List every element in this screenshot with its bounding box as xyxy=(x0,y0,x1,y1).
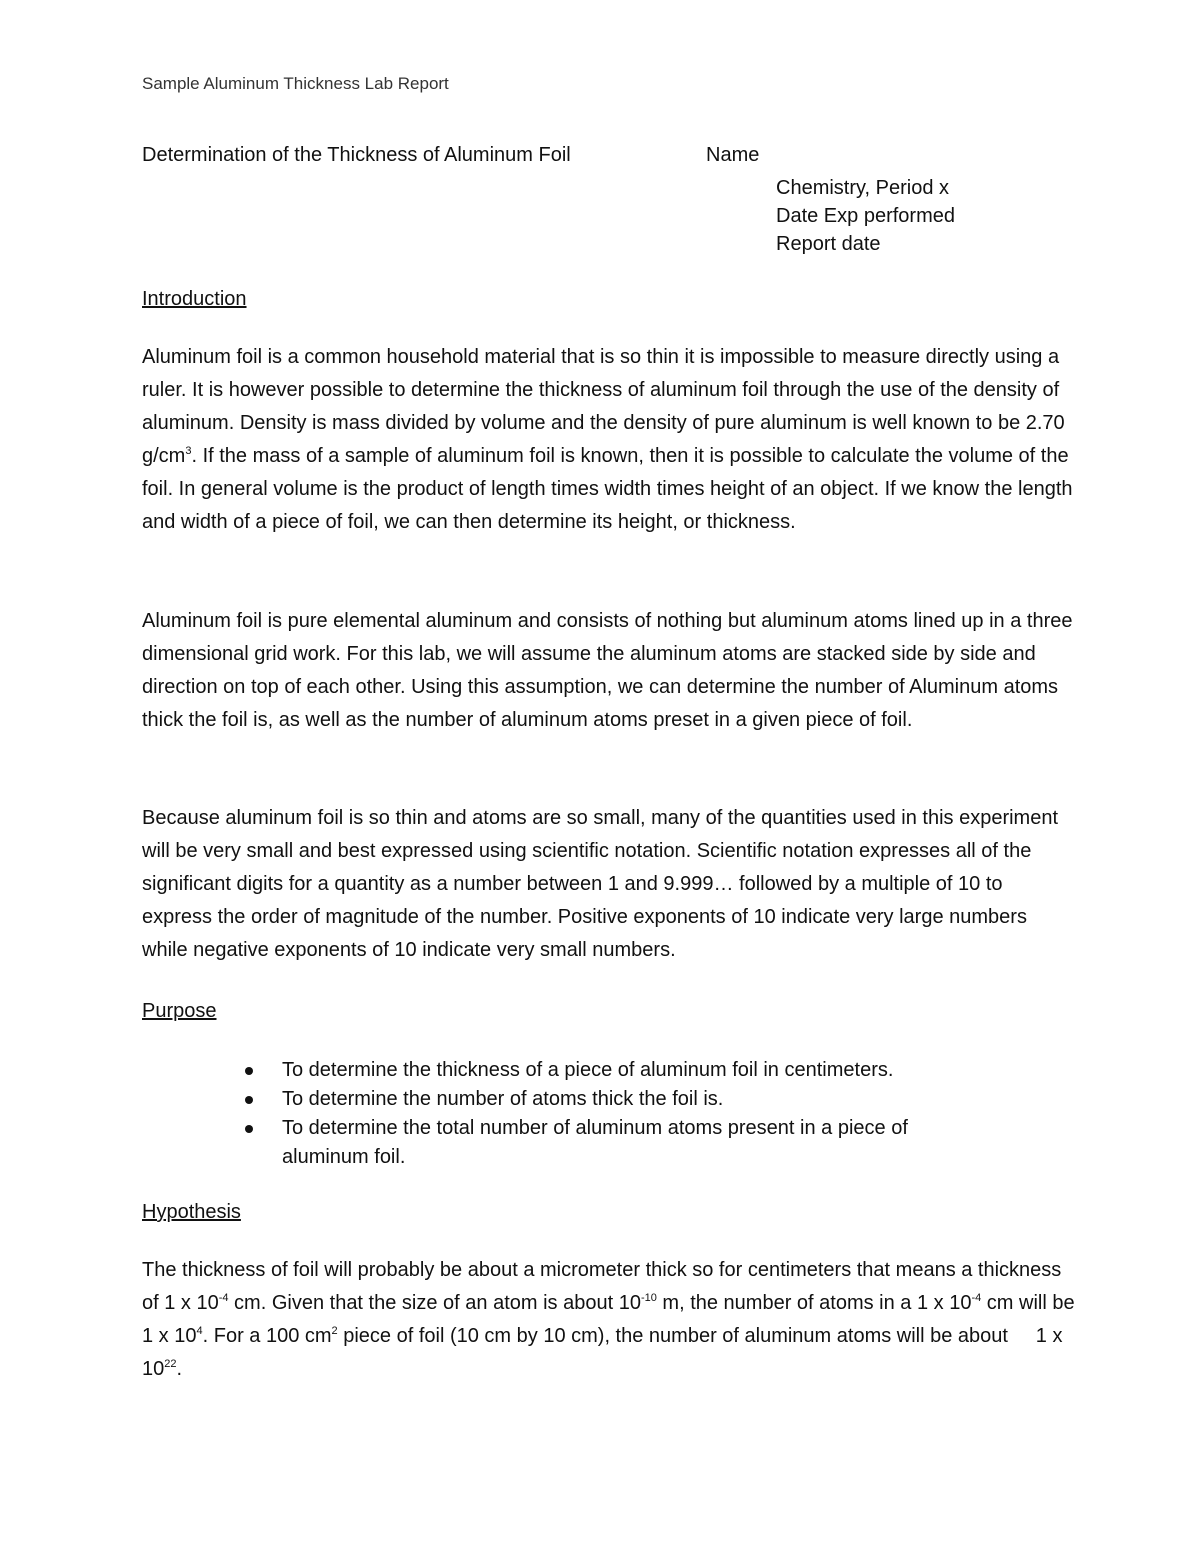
purpose-list xyxy=(240,1056,1000,1172)
class-period: Chemistry, Period x xyxy=(776,177,950,199)
list-item: To determine the thickness of a piece of aluminum foil in centimeters. xyxy=(240,1056,1000,1085)
student-name-label: Name xyxy=(706,144,760,166)
report-date: Report date xyxy=(776,233,881,255)
cubic-superscript: 3 xyxy=(185,445,192,457)
intro-p2-text: Aluminum foil is pure elemental aluminum and consists of nothing but aluminum atoms lined up in a three dimensional grid work. For this lab, we will assume the aluminum atoms are stacked side by side and direction on top of each other. Using this assumption, we can determine the number of Aluminum atoms thick the foil is, as well as the number of aluminum atoms preset in a given piece of foil. xyxy=(142,610,1073,731)
bullet-icon xyxy=(245,1067,253,1075)
date-performed: Date Exp performed xyxy=(776,205,955,227)
intro-p3-text: Because aluminum foil is so thin and atoms are so small, many of the quantities used in this experiment will be very small and best expressed using scientific notation. Scientific notation expresses all of the significant digits for a quantity as a number between 1 and 9.999… followed by a multiple of 10 to express the order of magnitude of the number. Positive exponents of 10 indicate very large numbers while negative exponents of 10 indicate very small numbers. xyxy=(142,807,1059,961)
introduction-paragraph-3 xyxy=(142,802,1077,967)
intro-p1-text-a: Aluminum foil is a common household material that is so thin it is impossible to measure directly using a ruler. It is however possible to determine the thickness of aluminum foil through the use of the density of aluminum. Density is mass divided by volume and the density of pure aluminum is well known to be 2.70 g/cm xyxy=(142,346,1065,467)
report-title: Determination of the Thickness of Aluminum Foil xyxy=(142,144,571,166)
list-item: To determine the number of atoms thick the foil is. xyxy=(240,1085,1000,1114)
report-meta xyxy=(776,174,955,258)
bullet-icon xyxy=(245,1096,253,1104)
intro-p1-text-b: . If the mass of a sample of aluminum foil is known, then it is possible to calculate the volume of the foil. In general volume is the product of length times width times height of an object. If we know the length and width of a piece of foil, we can then determine its height, or thickness. xyxy=(142,445,1073,533)
list-item: To determine the total number of aluminum atoms present in a piece of aluminum foil. xyxy=(240,1114,1000,1172)
introduction-paragraph-2 xyxy=(142,605,1077,737)
running-header: Sample Aluminum Thickness Lab Report xyxy=(142,74,449,93)
hypothesis-paragraph: The thickness of foil will probably be about a micrometer thick so for centimeters that means a thickness of 1 x $10^{-4}$ cm. Given that the size of an atom is about $10^{-10}$ m, the number of atoms in a 1 x $10^{-4}$ cm will be 1 x $10^4$. For a 100 $cm^2$ piece of foil (10 cm by 10 cm), the number of aluminum atoms will be about 1 x $10^{22}$. xyxy=(142,1259,1075,1380)
bullet-icon xyxy=(245,1125,253,1133)
purpose-heading: Purpose xyxy=(142,1000,217,1022)
introduction-heading: Introduction xyxy=(142,288,247,310)
hypothesis-heading: Hypothesis xyxy=(142,1201,241,1223)
introduction-paragraph-1 xyxy=(142,341,1077,539)
